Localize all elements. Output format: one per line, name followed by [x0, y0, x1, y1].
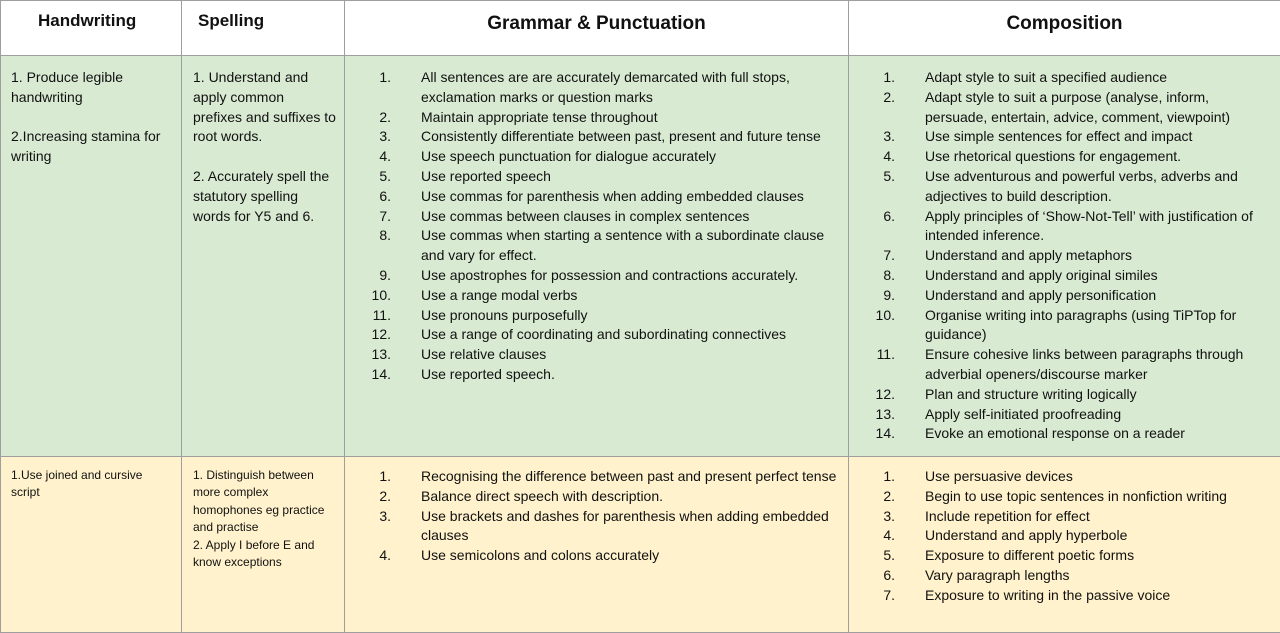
list-item: 6. Use commas for parenthesis when adding embedded clauses: [345, 187, 840, 207]
handwriting-extension-item: 1.Use joined and cursive script: [11, 467, 173, 502]
list-item: 2. Begin to use topic sentences in nonfiction writing: [849, 487, 1272, 507]
list-item: 4. Use speech punctuation for dialogue accurately: [345, 147, 840, 167]
composition-extension-list: [849, 457, 1280, 606]
list-item: 14. Use reported speech.: [345, 365, 840, 385]
list-item: 12. Plan and structure writing logically: [849, 385, 1272, 405]
list-item: 4. Understand and apply hyperbole: [849, 526, 1272, 546]
spelling-core-item: 2. Accurately spell the statutory spelling words for Y5 and 6.: [193, 167, 336, 226]
list-item: 2. Balance direct speech with description.: [345, 487, 840, 507]
spelling-extension-item: 1. Distinguish between more complex homophones eg practice and practise: [193, 467, 336, 537]
list-item: 10. Use a range modal verbs: [345, 286, 840, 306]
list-item: 13. Apply self-initiated proofreading: [849, 405, 1272, 425]
list-item: 4. Use semicolons and colons accurately: [345, 546, 840, 566]
list-item: 2. Adapt style to suit a purpose (analyse, inform, persuade, entertain, advice, comment, viewpoint): [849, 88, 1272, 128]
cell-grammar-extension: [345, 457, 849, 633]
list-item: 1. Recognising the difference between past and present perfect tense: [345, 467, 840, 487]
header-row: [1, 1, 1280, 56]
list-item: 8. Understand and apply original similes: [849, 266, 1272, 286]
list-item: 7. Understand and apply metaphors: [849, 246, 1272, 266]
header-composition-label: Composition: [849, 1, 1280, 35]
header-grammar-label: Grammar & Punctuation: [345, 1, 848, 35]
header-handwriting-label: Handwriting: [1, 1, 181, 31]
list-item: 7. Use commas between clauses in complex sentences: [345, 207, 840, 227]
list-item: 12. Use a range of coordinating and subordinating connectives: [345, 325, 840, 345]
list-item: 5. Use adventurous and powerful verbs, adverbs and adjectives to build description.: [849, 167, 1272, 207]
list-item: 6. Apply principles of ‘Show-Not-Tell’ with justification of intended inference.: [849, 207, 1272, 247]
list-item: 7. Exposure to writing in the passive voice: [849, 586, 1272, 606]
list-item: 3. Include repetition for effect: [849, 507, 1272, 527]
header-grammar: [345, 1, 849, 56]
list-item: 14. Evoke an emotional response on a reader: [849, 424, 1272, 444]
header-composition: [849, 1, 1280, 56]
list-item: 1. Use persuasive devices: [849, 467, 1272, 487]
list-item: 11. Use pronouns purposefully: [345, 306, 840, 326]
list-item: 1. All sentences are are accurately demarcated with full stops, exclamation marks or question marks: [345, 68, 840, 108]
row-extension: [1, 457, 1280, 633]
handwriting-core-item: 1. Produce legible handwriting: [11, 68, 173, 108]
row-core: [1, 56, 1280, 457]
list-item: 8. Use commas when starting a sentence with a subordinate clause and vary for effect.: [345, 226, 840, 266]
cell-composition-core: [849, 56, 1280, 457]
grammar-core-list: [345, 56, 848, 385]
cell-handwriting-core: [1, 56, 182, 457]
cell-grammar-core: [345, 56, 849, 457]
cell-spelling-extension: [182, 457, 345, 633]
list-item: 3. Use simple sentences for effect and impact: [849, 127, 1272, 147]
list-item: 3. Consistently differentiate between past, present and future tense: [345, 127, 840, 147]
list-item: 3. Use brackets and dashes for parenthesis when adding embedded clauses: [345, 507, 840, 547]
header-handwriting: [1, 1, 182, 56]
header-spelling: [182, 1, 345, 56]
composition-core-list: [849, 56, 1280, 444]
list-item: 6. Vary paragraph lengths: [849, 566, 1272, 586]
list-item: 9. Use apostrophes for possession and contractions accurately.: [345, 266, 840, 286]
spelling-extension-item: 2. Apply I before E and know exceptions: [193, 537, 336, 572]
list-item: 1. Adapt style to suit a specified audience: [849, 68, 1272, 88]
handwriting-core-item: 2.Increasing stamina for writing: [11, 127, 173, 167]
list-item: 13. Use relative clauses: [345, 345, 840, 365]
list-item: 2. Maintain appropriate tense throughout: [345, 108, 840, 128]
list-item: 5. Use reported speech: [345, 167, 840, 187]
header-spelling-label: Spelling: [182, 1, 344, 31]
list-item: 4. Use rhetorical questions for engagement.: [849, 147, 1272, 167]
list-item: 10. Organise writing into paragraphs (using TiPTop for guidance): [849, 306, 1272, 346]
cell-composition-extension: [849, 457, 1280, 633]
cell-spelling-core: [182, 56, 345, 457]
list-item: 11. Ensure cohesive links between paragraphs through adverbial openers/discourse marker: [849, 345, 1272, 385]
spelling-core-item: 1. Understand and apply common prefixes and suffixes to root words.: [193, 68, 336, 147]
grammar-extension-list: [345, 457, 848, 566]
list-item: 9. Understand and apply personification: [849, 286, 1272, 306]
cell-handwriting-extension: [1, 457, 182, 633]
list-item: 5. Exposure to different poetic forms: [849, 546, 1272, 566]
